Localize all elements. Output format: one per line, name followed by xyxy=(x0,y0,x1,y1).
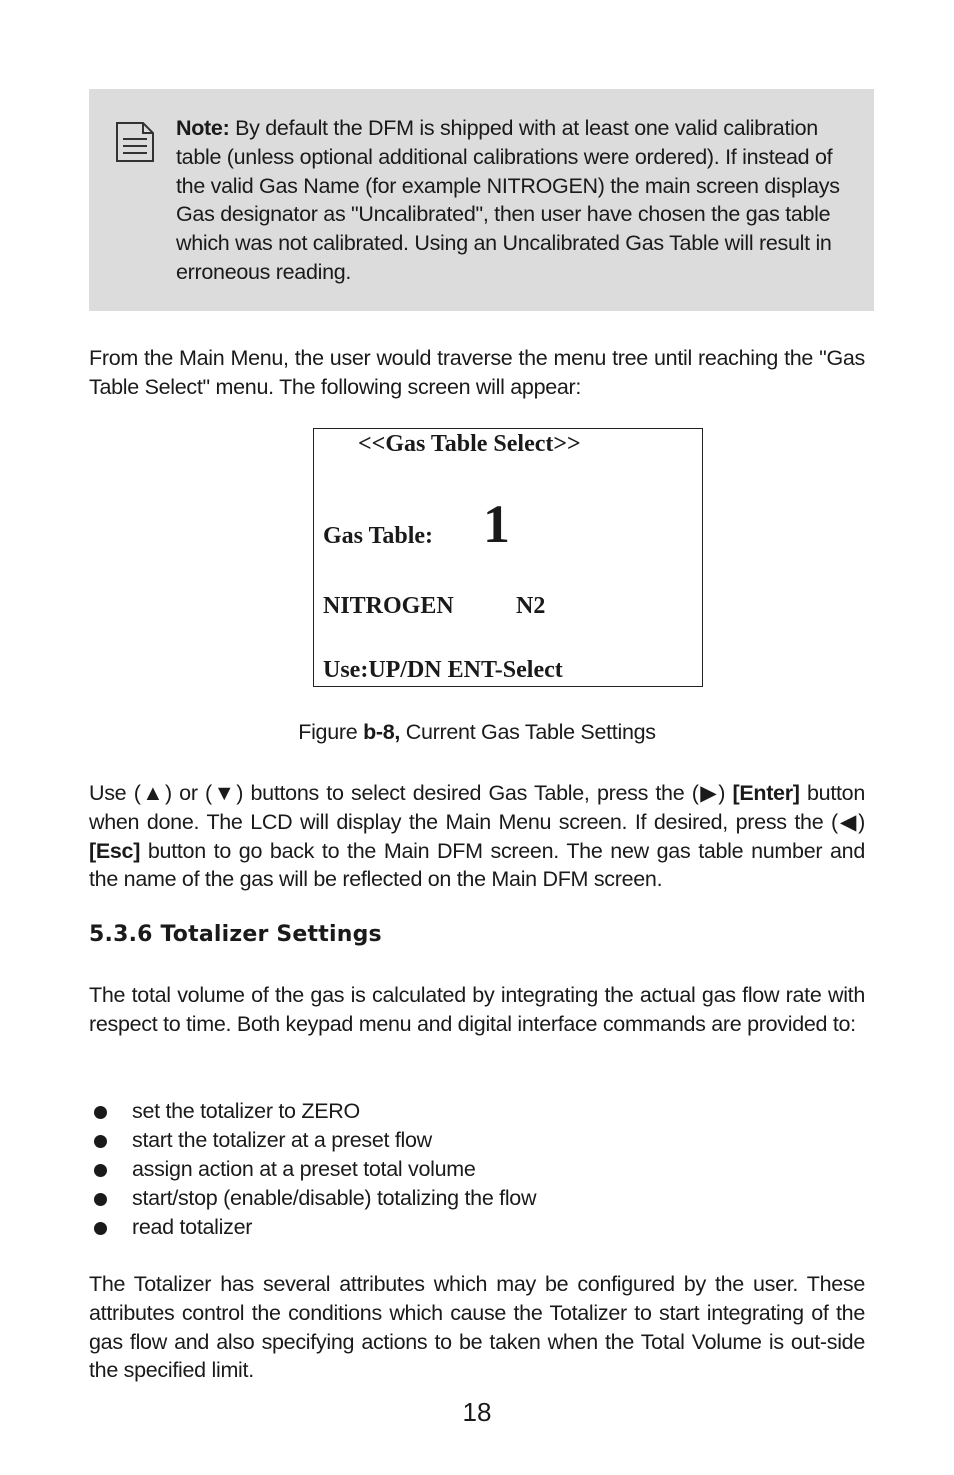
intro-paragraph: From the Main Menu, the user would traverse the menu tree until reaching the "Gas Table Select" menu. The following screen will appear: xyxy=(89,346,865,399)
bullet-dot-icon xyxy=(94,1106,107,1119)
figure-caption xyxy=(0,720,954,745)
note-icon xyxy=(115,121,155,163)
bullet-dot-icon xyxy=(94,1135,107,1148)
bullet-dot-icon xyxy=(94,1193,107,1206)
down-arrow-icon: ▼ xyxy=(211,781,237,805)
bullet-dot-icon xyxy=(94,1222,107,1235)
enter-key-label: [Enter] xyxy=(732,781,800,805)
list-item-text: assign action at a preset total volume xyxy=(132,1157,476,1181)
list-item-text: start the totalizer at a preset flow xyxy=(132,1128,432,1152)
lcd-hint: Use:UP/DN ENT-Select xyxy=(323,657,563,683)
totalizer-paragraph-2: The Totalizer has several attributes which may be configured by the user. These attributes control the conditions which cause the Totalizer to start integrating of the gas flow and also specifying actions to be taken when the Total Volume is out-side the specified limit. xyxy=(89,1272,865,1383)
left-arrow-icon: ◀ xyxy=(837,809,859,834)
figure-prefix: Figure xyxy=(298,720,364,744)
instr-text: button to go back to the Main DFM screen. The new gas table number and the name of the gas will be reflected on the Main DFM screen. xyxy=(89,838,865,892)
instr-text: button when done. The LCD will display the Main Menu screen. If desired, press the ( xyxy=(89,781,865,834)
right-arrow-icon: ▶ xyxy=(698,781,719,805)
section-heading: 5.3.6 Totalizer Settings xyxy=(89,922,382,947)
figure-id: b-8, xyxy=(363,720,401,744)
instr-text: ) or ( xyxy=(164,781,212,805)
list-item-text: set the totalizer to ZERO xyxy=(132,1099,360,1123)
instr-text: ) xyxy=(858,809,865,834)
page-number: 18 xyxy=(462,1397,492,1427)
lcd-title: <<Gas Table Select>> xyxy=(358,431,581,457)
list-item-text: read totalizer xyxy=(132,1215,253,1239)
note-body: By default the DFM is shipped with at least one valid calibration table (unless optional additional calibrations were ordered). If instead of the valid Gas Name (for example NITROGEN) the main screen displays Gas designator as "Uncalibrated", then user have chosen the gas table which was not calibrated. Using an Uncalibrated Gas Table will result in erroneous reading. xyxy=(176,116,840,284)
bullet-dot-icon xyxy=(94,1164,107,1177)
note-text xyxy=(176,114,866,287)
lcd-gas-formula: N2 xyxy=(516,593,546,619)
totalizer-paragraph-1: The total volume of the gas is calculated by integrating the actual gas flow rate with respect to time. Both keypad menu and digital interface commands are provided to: xyxy=(89,983,865,1036)
figure-title: Current Gas Table Settings xyxy=(400,720,656,744)
list-item-text: start/stop (enable/disable) totalizing the flow xyxy=(132,1186,537,1210)
esc-key-label: [Esc] xyxy=(89,838,141,863)
note-label: Note: xyxy=(176,116,230,140)
lcd-gas-table-label: Gas Table: xyxy=(323,523,434,549)
up-arrow-icon: ▲ xyxy=(140,781,165,805)
instr-text: ) buttons to select desired Gas Table, press the ( xyxy=(236,781,699,805)
note-box xyxy=(89,89,874,311)
lcd-gas-table-number: 1 xyxy=(483,494,510,554)
instructions-paragraph xyxy=(89,779,865,894)
lcd-gas-name: NITROGEN xyxy=(323,593,454,619)
instr-text: ) xyxy=(718,781,733,805)
lcd-screen xyxy=(313,428,703,687)
instr-text: Use ( xyxy=(89,781,141,805)
